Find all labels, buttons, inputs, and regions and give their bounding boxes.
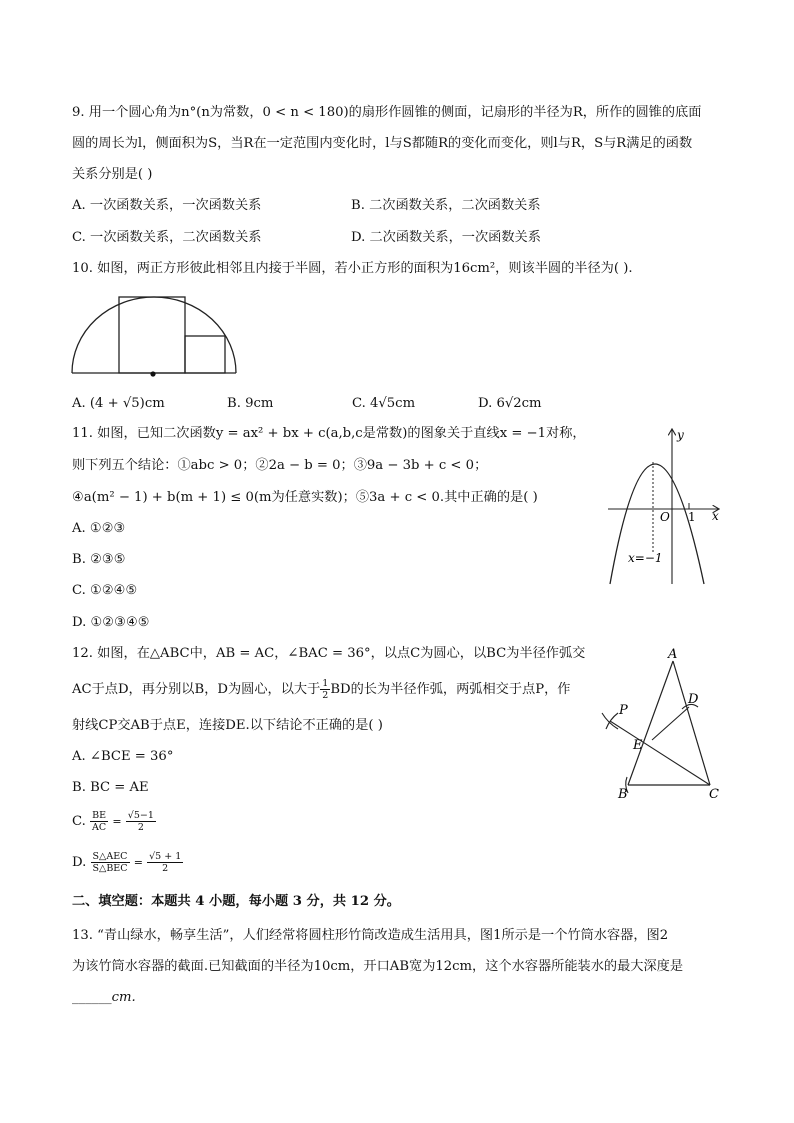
- q12-line2: AC于点D，再分别以B，D为圆心，以大于 $\frac{1}{2}$ BD的长为半径作弧，两弧相交于点P，作: [72, 678, 571, 701]
- q12-option-c: C. $\frac{BE}{AC}$ = $\frac{√5-1}{2}$: [72, 810, 154, 833]
- center-point: [150, 371, 155, 376]
- origin-label: O: [660, 510, 670, 524]
- ray-cp: [610, 721, 710, 785]
- one-label: 1: [688, 510, 696, 524]
- label-c: C: [709, 787, 719, 802]
- q13-line3: ______cm.: [72, 990, 136, 1005]
- q9-option-c: C. 一次函数关系，二次函数关系: [72, 230, 262, 245]
- q10-option-c: C. 4√5cm: [352, 396, 416, 411]
- q10-line1: 10. 如图，两正方形彼此相邻且内接于半圆，若小正方形的面积为16cm²，则该半圆的半径为( ).: [72, 261, 633, 276]
- q11-line1: 11. 如图，已知二次函数y = ax² + bx + c(a,b,c是常数)的图象关于直线x = −1对称，: [72, 426, 586, 441]
- q12-option-a: A. ∠BCE = 36°: [72, 749, 174, 764]
- half-fraction: $\frac{1}{2}$: [322, 678, 329, 701]
- q12-line3: 射线CP交AB于点E，连接DE.以下结论不正确的是( ): [72, 718, 383, 733]
- q9-line3: 关系分别是( ): [72, 167, 153, 182]
- side-ab: [628, 661, 673, 785]
- q11-option-d: D. ①②③④⑤: [72, 615, 150, 630]
- label-p: P: [619, 703, 628, 718]
- q12-triangle-figure: [598, 643, 726, 805]
- q10-option-d: D. 6√2cm: [478, 396, 542, 411]
- q11-parabola-graph: [602, 424, 726, 586]
- side-ac: [673, 661, 710, 785]
- q10-option-b: B. 9cm: [227, 396, 274, 411]
- segment-de: [652, 707, 689, 740]
- q13-line1: 13. “青山绿水，畅享生活”，人们经常将圆柱形竹筒改造成生活用具，图1所示是一个竹筒水容器，图2: [72, 928, 669, 943]
- q10-semicircle-figure: [68, 287, 240, 379]
- label-a: A: [668, 647, 678, 662]
- q11-line3: ④a(m² − 1) + b(m + 1) ≤ 0(m为任意实数)；⑤3a + c < 0.其中正确的是( ): [72, 490, 538, 505]
- parabola-curve: [610, 464, 704, 584]
- q13-line2: 为该竹筒水容器的截面.已知截面的半径为10cm，开口AB宽为12cm，这个水容器所能装水的最大深度是: [72, 959, 684, 974]
- q12-option-b: B. BC = AE: [72, 780, 149, 795]
- q11-option-c: C. ①②④⑤: [72, 583, 138, 598]
- q11-line2: 则下列五个结论：①abc > 0；②2a − b = 0；③9a − 3b + c < 0；: [72, 458, 488, 473]
- answer-blank: ______: [72, 990, 112, 1005]
- semicircle-arc: [72, 297, 236, 373]
- q11-option-a: A. ①②③: [72, 521, 126, 536]
- small-square: [185, 336, 225, 373]
- q9-option-b: B. 二次函数关系，二次函数关系: [351, 198, 541, 213]
- section-heading: 二、填空题：本题共 4 小题，每小题 3 分，共 12 分。: [72, 894, 400, 909]
- q11-option-b: B. ②③⑤: [72, 552, 126, 567]
- y-label: y: [677, 428, 684, 442]
- q9-option-a: A. 一次函数关系，一次函数关系: [72, 198, 262, 213]
- large-square: [119, 297, 185, 373]
- symmetry-label: x=−1: [628, 551, 663, 565]
- label-d: D: [688, 692, 699, 707]
- q9-line1: 9. 用一个圆心角为n°(n为常数，0 < n < 180)的扇形作圆锥的侧面，记扇形的半径为R，所作的圆锥的底面: [72, 105, 702, 120]
- label-e: E: [633, 738, 643, 753]
- q9-line2: 圆的周长为l，侧面积为S，当R在一定范围内变化时，l与S都随R的变化而变化，则l与R，S与R满足的函数: [72, 136, 693, 151]
- q10-option-a: A. (4 + √5)cm: [72, 396, 165, 411]
- q12-option-d: D. $\frac{\text{S△AEC}}{\text{S△BEC}}$ = $\frac{√5 + 1}{2}$: [72, 851, 182, 874]
- x-label: x: [712, 509, 719, 523]
- q9-option-d: D. 二次函数关系，一次函数关系: [351, 230, 541, 245]
- label-b: B: [618, 787, 628, 802]
- q12-line1: 12. 如图，在△ABC中，AB = AC，∠BAC = 36°，以点C为圆心，以BC为半径作弧交: [72, 646, 586, 661]
